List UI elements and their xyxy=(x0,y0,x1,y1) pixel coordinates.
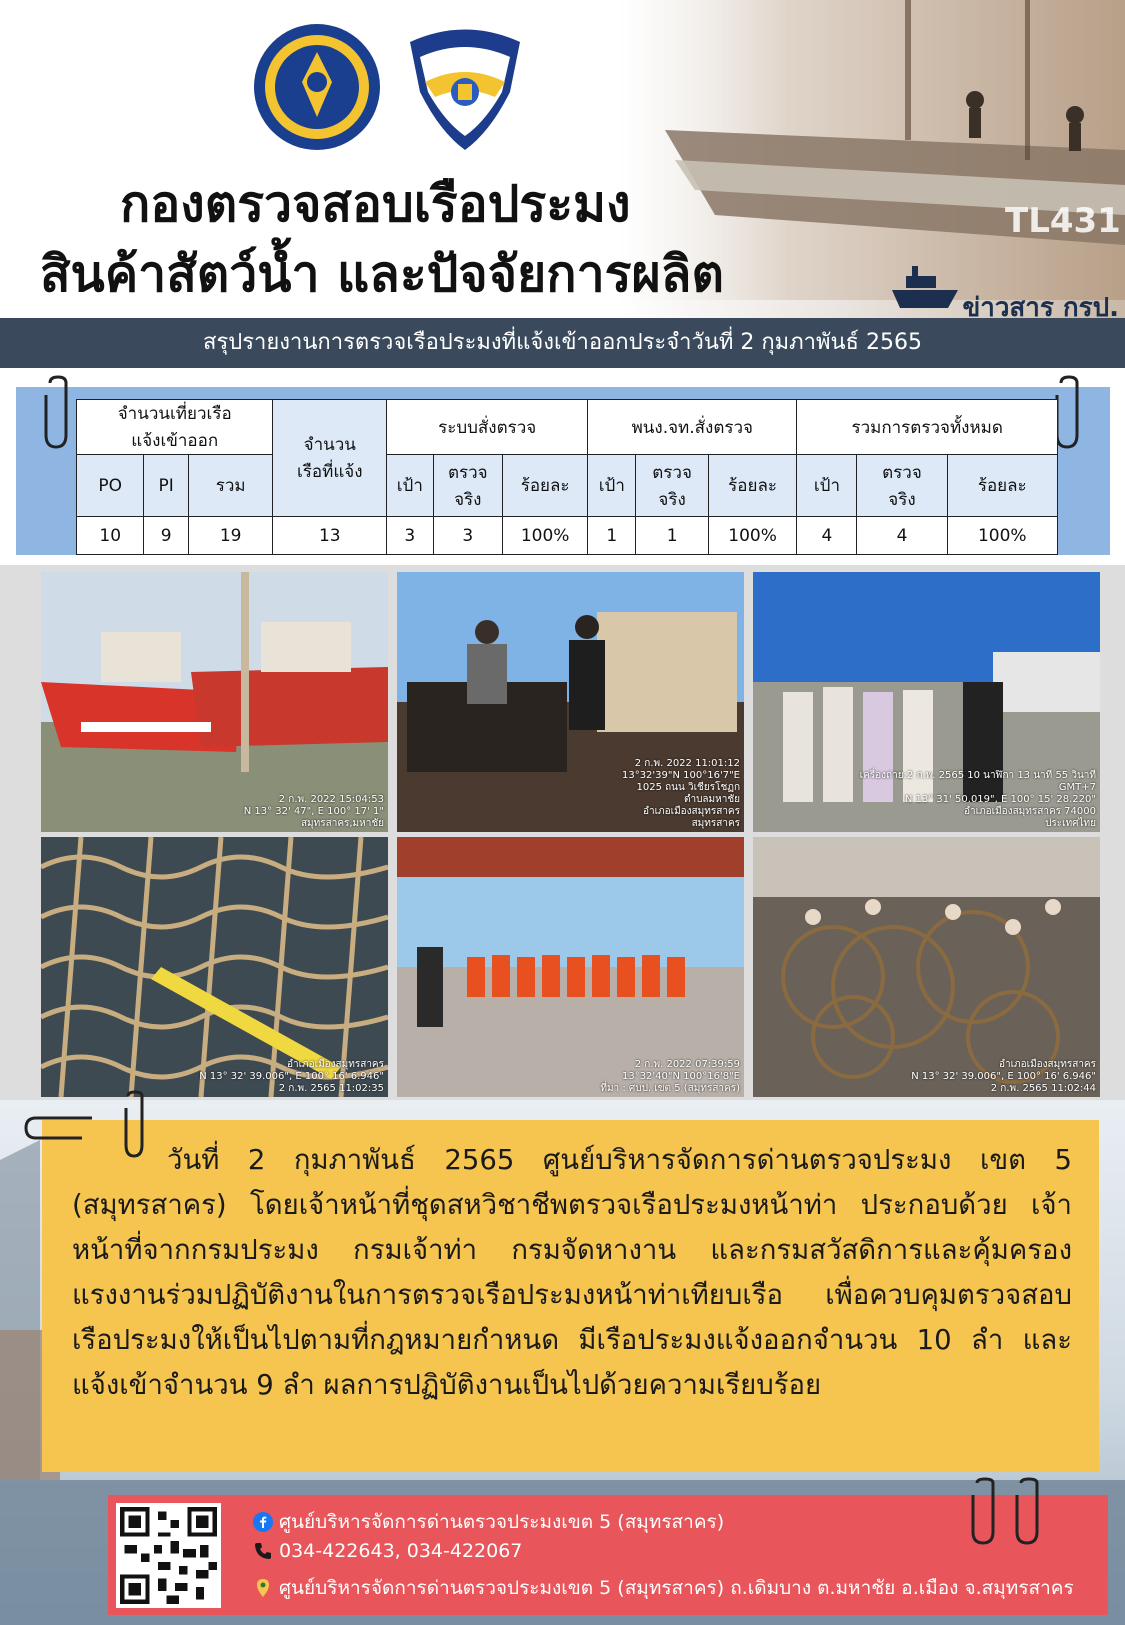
value-officer-percent: 100% xyxy=(708,517,797,555)
sub-sum: รวม xyxy=(188,455,273,517)
value-boats: 13 xyxy=(273,517,387,555)
inspection-summary-table xyxy=(76,399,1058,555)
paperclip-icon xyxy=(38,375,78,455)
header-total-inspection: รวมการตรวจทั้งหมด xyxy=(797,400,1058,455)
photo-fishing-gear xyxy=(753,837,1100,1097)
paperclip-icon xyxy=(963,1477,1053,1547)
department-of-fisheries-logo xyxy=(252,22,382,152)
phone-icon xyxy=(253,1541,273,1561)
sub-percent: ร้อยละ xyxy=(503,455,588,517)
header-trips: จำนวนเที่ยวเรือ แจ้งเข้าออก xyxy=(77,400,273,455)
sub-percent: ร้อยละ xyxy=(708,455,797,517)
summary-paragraph xyxy=(72,1138,1072,1408)
sub-target: เป้า xyxy=(588,455,636,517)
title-line-2: สินค้าสัตว์น้ำ และปัจจัยการผลิต xyxy=(40,245,724,303)
sub-actual: ตรวจ จริง xyxy=(857,455,947,517)
header xyxy=(0,0,1125,318)
photo-timestamp: 2 ก.พ. 2022 07:39:59 13°32'40"N 100°16'8"E ที่มา : ศบป. เขต 5 (สมุทรสาคร) xyxy=(600,1059,740,1094)
sub-po: PO xyxy=(77,455,144,517)
value-system-target: 3 xyxy=(387,517,433,555)
sub-actual: ตรวจ จริง xyxy=(433,455,503,517)
photo-inspection-hold xyxy=(397,572,744,832)
photo-crew-lifejackets xyxy=(397,837,744,1097)
value-pi: 9 xyxy=(144,517,188,555)
fishery-inspection-logo xyxy=(400,22,530,152)
value-total-actual: 4 xyxy=(857,517,947,555)
sub-pi: PI xyxy=(144,455,188,517)
photo-gallery xyxy=(0,565,1125,1100)
value-system-actual: 3 xyxy=(433,517,503,555)
header-boats: จำนวน เรือที่แจ้ง xyxy=(273,400,387,517)
value-officer-actual: 1 xyxy=(636,517,708,555)
contact-footer xyxy=(108,1495,1108,1615)
location-pin-icon xyxy=(253,1578,273,1598)
value-total-percent: 100% xyxy=(947,517,1058,555)
sub-target: เป้า xyxy=(387,455,433,517)
sub-target: เป้า xyxy=(797,455,857,517)
value-total-target: 4 xyxy=(797,517,857,555)
address-contact xyxy=(253,1573,1074,1603)
value-sum: 19 xyxy=(188,517,273,555)
report-banner: สรุปรายงานการตรวจเรือประมงที่แจ้งเข้าออกประจำวันที่ 2 กุมภาพันธ์ 2565 xyxy=(0,318,1125,368)
ship-icon xyxy=(890,262,960,312)
facebook-name: ศูนย์บริหารจัดการด่านตรวจประมงเขต 5 (สมุทรสาคร) xyxy=(279,1511,725,1533)
photo-timestamp: 2 ก.พ. 2022 15:04:53 N 13° 32' 47", E 100° 17' 1" สมุทรสาคร,มหาชัย xyxy=(243,794,384,829)
facebook-icon xyxy=(253,1512,273,1532)
photo-net-measure xyxy=(41,837,388,1097)
qr-code[interactable] xyxy=(116,1503,221,1608)
sub-actual: ตรวจ จริง xyxy=(636,455,708,517)
facebook-contact[interactable] xyxy=(253,1507,724,1537)
news-tag: ข่าวสาร กรป. xyxy=(962,293,1119,318)
phone-numbers: 034-422643, 034-422067 xyxy=(279,1540,523,1562)
header-officer-inspection: พนง.จท.สั่งตรวจ xyxy=(588,400,797,455)
summary-paragraph-box xyxy=(42,1120,1099,1472)
summary-text: วันที่ 2 กุมภาพันธ์ 2565 ศูนย์บริหารจัดการด่านตรวจประมง เขต 5 (สมุทรสาคร) โดยเจ้าหน้าที่ชุดสหวิชาชีพตรวจเรือประมงหน้าท่า ประกอบด้วย เจ้าหน้าที่จากกรมประมง กรมเจ้าท่า กรมจัดหางาน และกรมสวัสดิการและคุ้มครองแรงงานร่วมปฏิบัติงานในการตรวจเรือประมงหน้าท่าเทียบเรือ เพื่อควบคุมตรวจสอบเรือประมงให้เป็นไปตามที่กฎหมายกำหนด มีเรือประมงแจ้งออกจำนวน 10 ลำ และแจ้งเข้าจำนวน 9 ลำ ผลการปฏิบัติงานเป็นไปด้วยความเรียบร้อย xyxy=(72,1144,1072,1401)
address-text: ศูนย์บริหารจัดการด่านตรวจประมงเขต 5 (สมุทรสาคร) ถ.เดิมบาง ต.มหาชัย อ.เมือง จ.สมุทรสาคร xyxy=(279,1577,1074,1599)
photo-boats-docked xyxy=(41,572,388,832)
header-system-inspection: ระบบสั่งตรวจ xyxy=(387,400,588,455)
phone-contact[interactable] xyxy=(253,1540,522,1562)
svg-text:TL431: TL431 xyxy=(1005,201,1121,241)
photo-crew-check xyxy=(753,572,1100,832)
photo-timestamp: อำเภอเมืองสมุทรสาคร N 13° 32' 39.006", E 100° 16' 6.946" 2 ก.พ. 2565 11:02:44 xyxy=(911,1059,1096,1094)
value-po: 10 xyxy=(77,517,144,555)
photo-timestamp: 2 ก.พ. 2022 11:01:12 13°32'39"N 100°16'7"E 1025 ถนน วิเชียรโชฏก ตำบลมหาชัย อำเภอเมืองสมุทรสาคร สมุทรสาคร xyxy=(621,758,740,829)
summary-table-area xyxy=(16,387,1110,555)
value-officer-target: 1 xyxy=(588,517,636,555)
photo-timestamp: เครื่องถ่าย:2 ก.พ. 2565 10 นาฬิกา 13 นาที 55 วินาที GMT+7 N 13° 31' 50.019", E 100° 15' 28.220" อำเภอเมืองสมุทรสาคร 74000 ประเทศไทย xyxy=(859,770,1096,829)
photo-timestamp: อำเภอเมืองสมุทรสาคร N 13° 32' 39.006", E 100° 16' 6.946" 2 ก.พ. 2565 11:02:35 xyxy=(199,1059,384,1094)
sub-percent: ร้อยละ xyxy=(947,455,1058,517)
title-line-1: กองตรวจสอบเรือประมง xyxy=(120,175,631,233)
value-system-percent: 100% xyxy=(503,517,588,555)
